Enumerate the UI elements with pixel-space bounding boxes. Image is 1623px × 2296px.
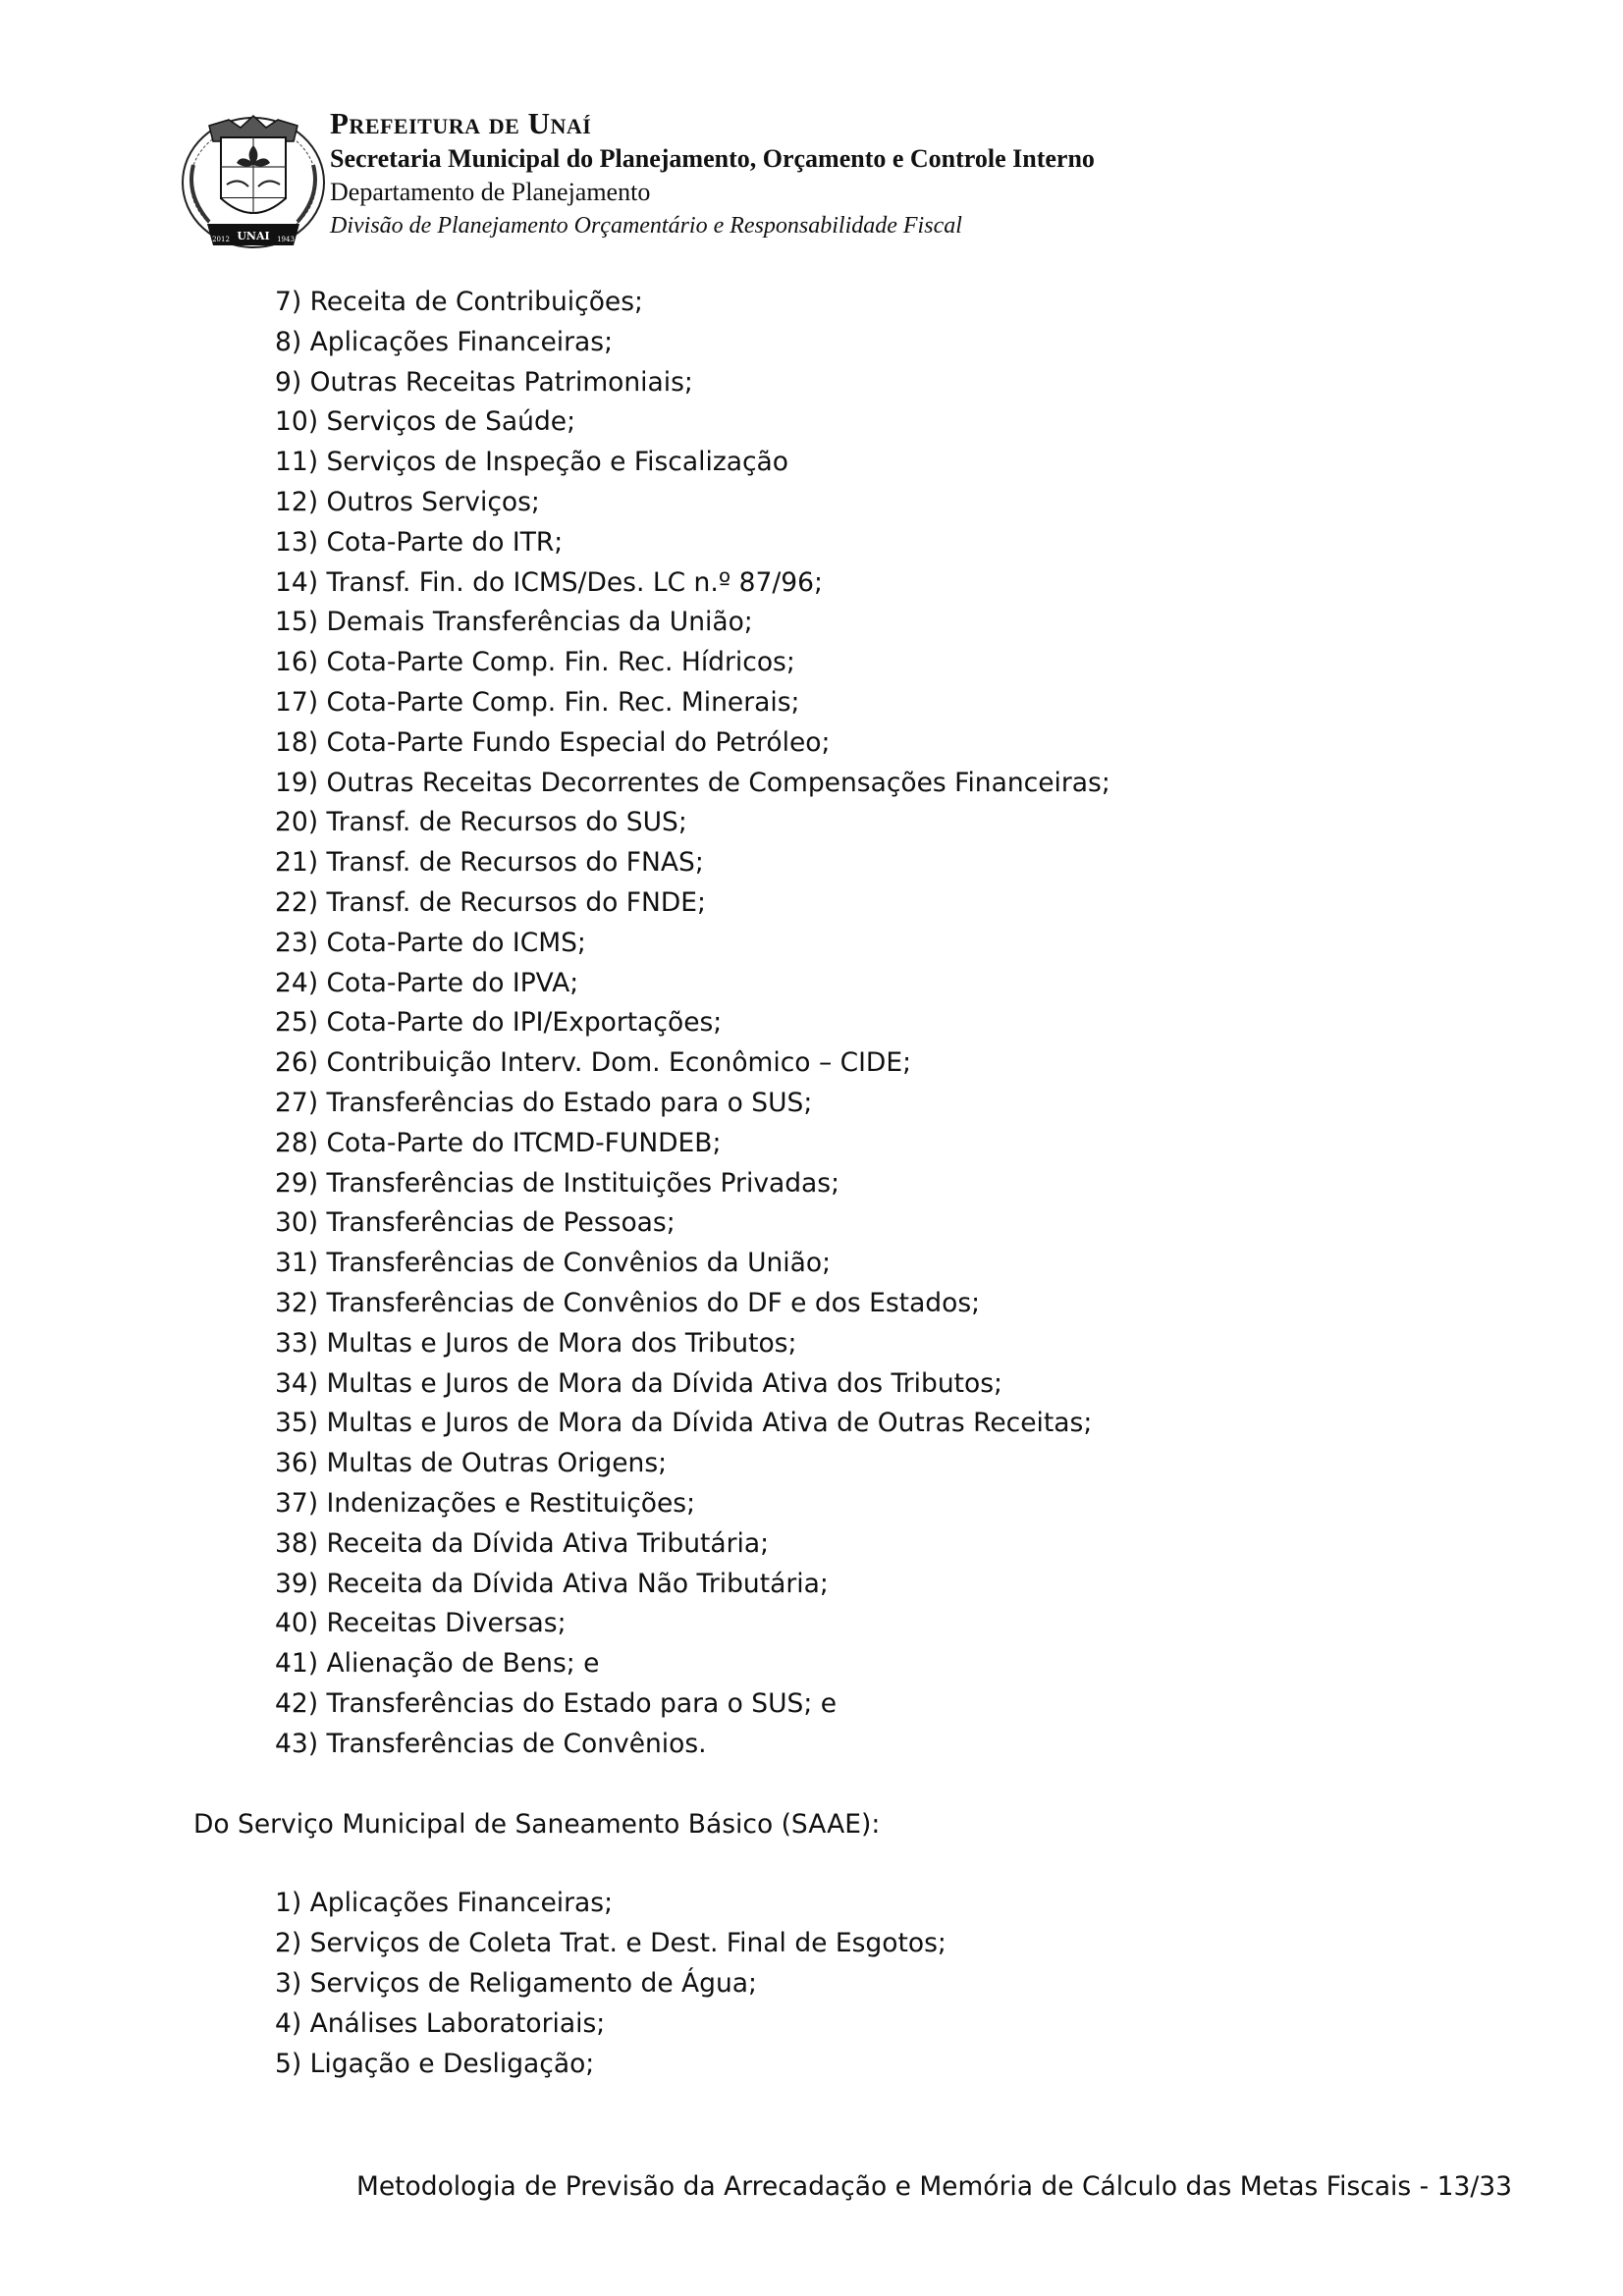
list-item: 42) Transferências do Estado para o SUS; e [275,1687,838,1719]
list-item: 11) Serviços de Inspeção e Fiscalização [275,447,789,478]
list-item: 23) Cota-Parte do ICMS; [275,927,586,958]
saae-list [0,1884,1623,2084]
list-item: 36) Multas de Outras Origens; [275,1448,668,1479]
list-item: 31) Transferências de Convênios da União; [275,1248,832,1279]
revenue-list [0,283,1623,1764]
list-item: 14) Transf. Fin. do ICMS/Des. LC n.º 87/96; [275,566,823,598]
list-item: 35) Multas e Juros de Mora da Dívida Ativa de Outras Receitas; [275,1408,1093,1439]
list-item: 27) Transferências do Estado para o SUS; [275,1087,813,1118]
list-item: 8) Aplicações Financeiras; [275,326,614,357]
list-item: 38) Receita da Dívida Ativa Tributária; [275,1527,770,1559]
page-footer: Metodologia de Previsão da Arrecadação e Memória de Cálculo das Metas Fiscais - 13/33 [355,2171,1513,2202]
list-item: 20) Transf. de Recursos do SUS; [275,807,687,838]
list-item: 29) Transferências de Instituições Privadas; [275,1167,840,1199]
page-header [180,106,1456,263]
list-item: 33) Multas e Juros de Mora dos Tributos; [275,1327,797,1359]
list-item: 43) Transferências de Convênios. [275,1728,707,1759]
list-item: 5) Ligação e Desligação; [275,2048,595,2079]
list-item: 21) Transf. de Recursos do FNAS; [275,847,704,879]
list-item: 26) Contribuição Interv. Dom. Econômico – CIDE; [275,1047,912,1079]
seal-text: UNAI [237,230,270,242]
list-item: 10) Serviços de Saúde; [275,406,576,438]
list-item: 22) Transf. de Recursos do FNDE; [275,886,706,918]
list-item: 40) Receitas Diversas; [275,1608,567,1639]
list-item: 39) Receita da Dívida Ativa Não Tributária; [275,1568,829,1599]
list-item: 19) Outras Receitas Decorrentes de Compensações Financeiras; [275,767,1110,798]
list-item: 9) Outras Receitas Patrimoniais; [275,366,693,398]
list-item: 32) Transferências de Convênios do DF e dos Estados; [275,1287,981,1318]
list-item: 15) Demais Transferências da União; [275,607,753,638]
list-item: 25) Cota-Parte do IPI/Exportações; [275,1007,723,1039]
department-name: Departamento de Planejamento [330,178,651,206]
list-item: 7) Receita de Contribuições; [275,287,643,317]
list-item: 16) Cota-Parte Comp. Fin. Rec. Hídricos; [275,647,795,678]
secretariat-name: Secretaria Municipal do Planejamento, Orçamento e Controle Interno [330,144,1095,173]
list-item: 28) Cota-Parte do ITCMD-FUNDEB; [275,1127,722,1158]
municipal-seal-icon [180,106,327,253]
list-item: 1) Aplicações Financeiras; [275,1888,614,1919]
list-item: 41) Alienação de Bens; e [275,1648,600,1680]
organization-name: Prefeitura de Unaí [330,106,592,140]
list-item: 37) Indenizações e Restituições; [275,1487,696,1519]
list-item: 24) Cota-Parte do IPVA; [275,967,579,998]
list-item: 4) Análises Laboratoriais; [275,2007,606,2039]
list-item: 12) Outros Serviços; [275,486,540,517]
list-item: 2) Serviços de Coleta Trat. e Dest. Final de Esgotos; [275,1928,947,1959]
seal-year-right: 1943 [277,236,295,243]
document-body [0,283,1623,2084]
list-item: 13) Cota-Parte do ITR; [275,526,564,558]
list-item: 30) Transferências de Pessoas; [275,1207,676,1239]
list-item: 18) Cota-Parte Fundo Especial do Petróleo; [275,726,831,758]
list-item: 34) Multas e Juros de Mora da Dívida Ativa dos Tributos; [275,1367,1002,1399]
seal-year-left: 2012 [212,236,230,243]
list-item: 17) Cota-Parte Comp. Fin. Rec. Minerais; [275,686,800,718]
header-text-block [330,106,1095,242]
division-name: Divisão de Planejamento Orçamentário e Responsabilidade Fiscal [330,213,962,239]
list-item: 3) Serviços de Religamento de Água; [275,1968,757,2000]
saae-intro-paragraph: Do Serviço Municipal de Saneamento Básico (SAAE): [193,1809,881,1841]
